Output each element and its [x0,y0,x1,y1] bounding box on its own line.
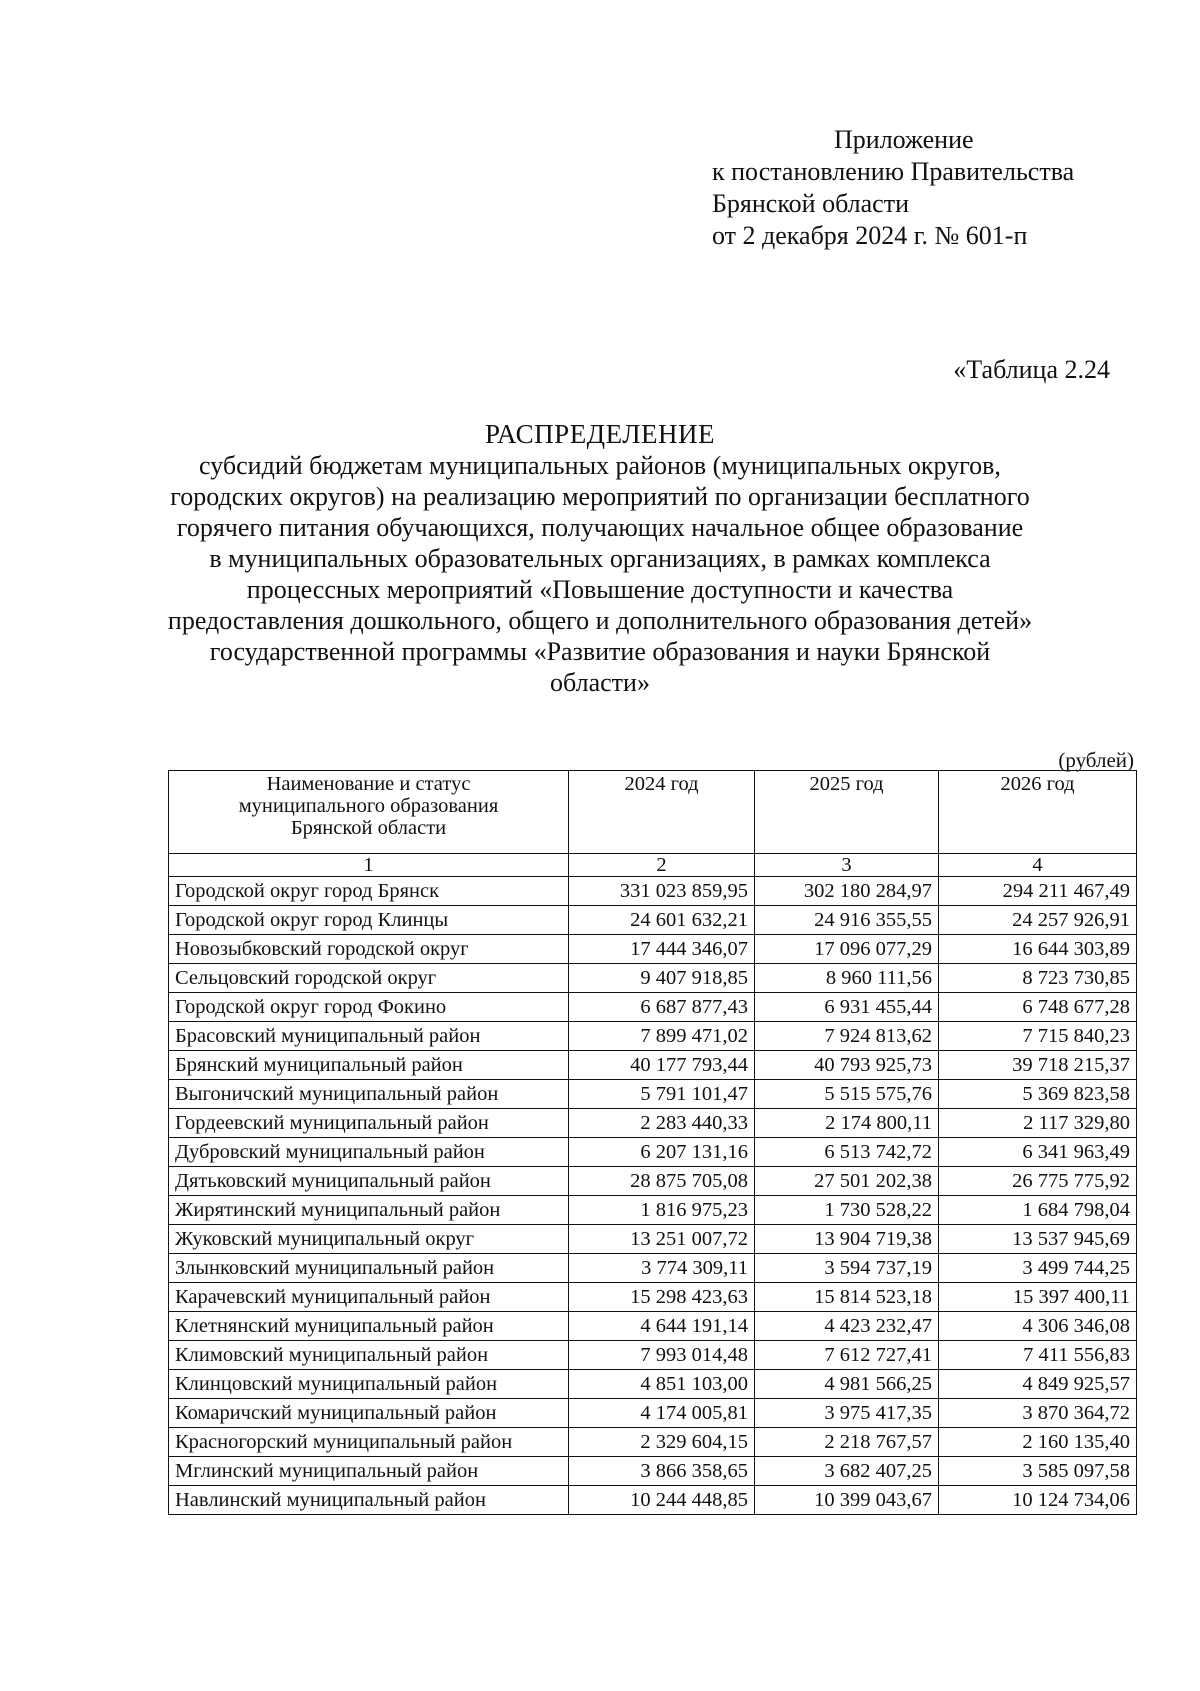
municipality-name: Жуковский муниципальный округ [169,1225,569,1254]
table-row [169,906,1137,935]
appendix-line-3: Брянской области [712,189,909,218]
amount-2024: 1 816 975,23 [569,1196,755,1225]
amount-2024: 5 791 101,47 [569,1080,755,1109]
table-row [169,1399,1137,1428]
subtitle-line: в муниципальных образовательных организациях, в рамках комплекса [209,544,991,573]
municipality-name: Красногорский муниципальный район [169,1428,569,1457]
amount-2025: 1 730 528,22 [755,1196,939,1225]
amount-2026: 5 369 823,58 [939,1080,1137,1109]
amount-2026: 6 341 963,49 [939,1138,1137,1167]
municipality-name: Сельцовский городской округ [169,964,569,993]
table-row [169,1225,1137,1254]
amount-2026: 39 718 215,37 [939,1051,1137,1080]
document-subtitle [140,450,1060,698]
table-header-row [169,771,1137,854]
table-row [169,1457,1137,1486]
amount-2026: 6 748 677,28 [939,993,1137,1022]
municipality-name: Навлинский муниципальный район [169,1486,569,1515]
amount-2025: 15 814 523,18 [755,1283,939,1312]
table-row [169,1196,1137,1225]
amount-2025: 6 513 742,72 [755,1138,939,1167]
column-number: 1 [169,854,569,877]
amount-2024: 6 207 131,16 [569,1138,755,1167]
amount-2025: 8 960 111,56 [755,964,939,993]
amount-2025: 4 423 232,47 [755,1312,939,1341]
column-number: 2 [569,854,755,877]
municipality-name: Климовский муниципальный район [169,1341,569,1370]
amount-2024: 6 687 877,43 [569,993,755,1022]
amount-2025: 10 399 043,67 [755,1486,939,1515]
table-row [169,1312,1137,1341]
amount-2024: 4 644 191,14 [569,1312,755,1341]
amount-2024: 24 601 632,21 [569,906,755,935]
appendix-line-2: к постановлению Правительства [712,157,1075,186]
amount-2025: 3 975 417,35 [755,1399,939,1428]
amount-2026: 3 870 364,72 [939,1399,1137,1428]
amount-2024: 9 407 918,85 [569,964,755,993]
table-row [169,1283,1137,1312]
municipality-name: Карачевский муниципальный район [169,1283,569,1312]
subtitle-line: процессных мероприятий «Повышение доступности и качества [246,575,954,604]
municipality-name: Комаричский муниципальный район [169,1399,569,1428]
municipality-name: Городской округ город Брянск [169,877,569,906]
municipality-name: Клинцовский муниципальный район [169,1370,569,1399]
amount-2024: 2 283 440,33 [569,1109,755,1138]
column-number-row [169,854,1137,877]
document-title: РАСПРЕДЕЛЕНИЕ [484,419,716,449]
amount-2025: 17 096 077,29 [755,935,939,964]
table-row [169,1051,1137,1080]
municipality-name: Городской округ город Фокино [169,993,569,1022]
amount-2026: 4 306 346,08 [939,1312,1137,1341]
table-row [169,1486,1137,1515]
municipality-name: Новозыбковский городской округ [169,935,569,964]
amount-2026: 13 537 945,69 [939,1225,1137,1254]
amount-2024: 3 866 358,65 [569,1457,755,1486]
amount-2026: 10 124 734,06 [939,1486,1137,1515]
table-row [169,1341,1137,1370]
amount-2026: 3 585 097,58 [939,1457,1137,1486]
amount-2025: 2 174 800,11 [755,1109,939,1138]
amount-2024: 4 174 005,81 [569,1399,755,1428]
table-row [169,1254,1137,1283]
municipality-name: Дятьковский муниципальный район [169,1167,569,1196]
header-2025: 2025 год [755,771,939,854]
amount-2025: 7 612 727,41 [755,1341,939,1370]
table-row [169,1138,1137,1167]
amount-2026: 16 644 303,89 [939,935,1137,964]
subtitle-line: субсидий бюджетам муниципальных районов (муниципальных округов, [199,451,1001,480]
amount-2026: 294 211 467,49 [939,877,1137,906]
amount-2024: 13 251 007,72 [569,1225,755,1254]
table-label: «Таблица 2.24 [953,355,1110,384]
amount-2024: 15 298 423,63 [569,1283,755,1312]
amount-2026: 8 723 730,85 [939,964,1137,993]
amount-2024: 7 899 471,02 [569,1022,755,1051]
amount-2025: 7 924 813,62 [755,1022,939,1051]
amount-2024: 10 244 448,85 [569,1486,755,1515]
appendix-line-4: от 2 декабря 2024 г. № 601-п [712,221,1028,250]
amount-2024: 17 444 346,07 [569,935,755,964]
municipality-name: Городской округ город Клинцы [169,906,569,935]
subtitle-line: области» [550,668,650,697]
table-row [169,935,1137,964]
amount-2026: 26 775 775,92 [939,1167,1137,1196]
appendix-block [712,124,1074,252]
amount-2026: 15 397 400,11 [939,1283,1137,1312]
municipality-name: Брянский муниципальный район [169,1051,569,1080]
amount-2025: 4 981 566,25 [755,1370,939,1399]
municipality-name: Дубровский муниципальный район [169,1138,569,1167]
municipality-name: Жирятинский муниципальный район [169,1196,569,1225]
amount-2024: 331 023 859,95 [569,877,755,906]
amount-2026: 4 849 925,57 [939,1370,1137,1399]
column-number: 4 [939,854,1137,877]
municipality-name: Мглинский муниципальный район [169,1457,569,1486]
amount-2025: 302 180 284,97 [755,877,939,906]
header-municipality-line: муниципального образования [238,795,499,817]
amount-2024: 28 875 705,08 [569,1167,755,1196]
header-2026: 2026 год [939,771,1137,854]
amount-2024: 4 851 103,00 [569,1370,755,1399]
units-label: (рублей) [1058,748,1134,772]
amount-2024: 2 329 604,15 [569,1428,755,1457]
municipality-name: Гордеевский муниципальный район [169,1109,569,1138]
amount-2026: 2 117 329,80 [939,1109,1137,1138]
amount-2025: 5 515 575,76 [755,1080,939,1109]
header-municipality-line: Брянской области [290,817,447,839]
distribution-table [168,770,1137,1515]
amount-2026: 2 160 135,40 [939,1428,1137,1457]
amount-2026: 7 411 556,83 [939,1341,1137,1370]
amount-2025: 3 594 737,19 [755,1254,939,1283]
table-body [169,877,1137,1515]
subtitle-line: городских округов) на реализацию мероприятий по организации бесплатного [170,482,1030,511]
amount-2026: 7 715 840,23 [939,1022,1137,1051]
table-row [169,1022,1137,1051]
table-row [169,877,1137,906]
amount-2026: 1 684 798,04 [939,1196,1137,1225]
table-row [169,1080,1137,1109]
amount-2025: 3 682 407,25 [755,1457,939,1486]
header-municipality [169,771,569,854]
subtitle-line: предоставления дошкольного, общего и дополнительного образования детей» [167,606,1033,635]
column-number: 3 [755,854,939,877]
amount-2025: 40 793 925,73 [755,1051,939,1080]
amount-2024: 40 177 793,44 [569,1051,755,1080]
municipality-name: Выгоничский муниципальный район [169,1080,569,1109]
amount-2025: 13 904 719,38 [755,1225,939,1254]
header-municipality-line: Наименование и статус [266,773,471,795]
amount-2026: 3 499 744,25 [939,1254,1137,1283]
table-row [169,1428,1137,1457]
municipality-name: Клетнянский муниципальный район [169,1312,569,1341]
subtitle-line: горячего питания обучающихся, получающих начальное общее образование [176,513,1024,542]
appendix-line-1: Приложение [834,125,974,154]
amount-2024: 3 774 309,11 [569,1254,755,1283]
table-row [169,993,1137,1022]
amount-2025: 2 218 767,57 [755,1428,939,1457]
table-row [169,964,1137,993]
table-row [169,1370,1137,1399]
header-2024: 2024 год [569,771,755,854]
amount-2026: 24 257 926,91 [939,906,1137,935]
amount-2025: 6 931 455,44 [755,993,939,1022]
amount-2025: 27 501 202,38 [755,1167,939,1196]
table-row [169,1167,1137,1196]
amount-2024: 7 993 014,48 [569,1341,755,1370]
table-row [169,1109,1137,1138]
amount-2025: 24 916 355,55 [755,906,939,935]
subtitle-line: государственной программы «Развитие образования и науки Брянской [209,637,991,666]
municipality-name: Брасовский муниципальный район [169,1022,569,1051]
municipality-name: Злынковский муниципальный район [169,1254,569,1283]
